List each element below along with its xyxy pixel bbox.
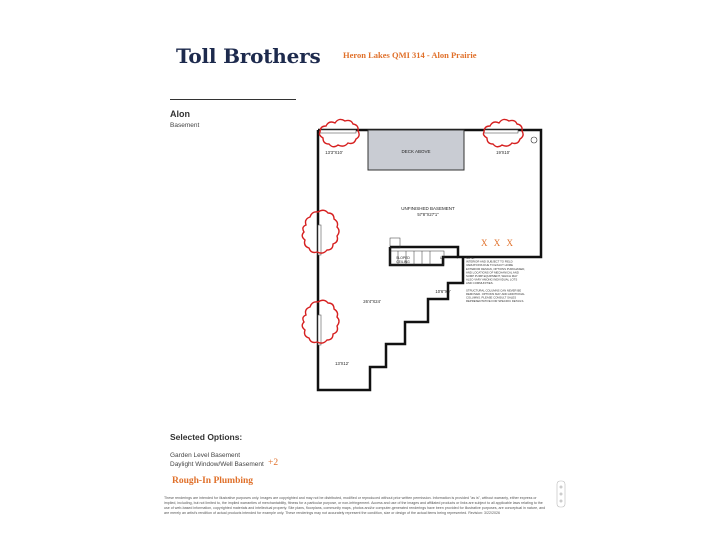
plan-note-line: REPRESENTATIVE FOR SPECIFIC DETAILS. bbox=[466, 299, 525, 304]
rough-in-plumbing-annotation: Rough-In Plumbing bbox=[172, 476, 254, 486]
plan-note-line: VARIATIONS DUE TO EXACT HOME bbox=[466, 263, 513, 268]
floor-plan bbox=[298, 110, 558, 400]
plan-note-line: ALSO VARY AMONG INDIVIDUAL LOTS bbox=[466, 277, 518, 282]
middle-room-dim: 10'6"X9' bbox=[435, 289, 451, 294]
options-list bbox=[170, 451, 264, 469]
plan-note-line: EXTERIOR DESIGN, OPTIONS PURCHASED, bbox=[466, 266, 526, 271]
unfinished-basement-label: UNFINISHED BASEMENT bbox=[401, 206, 455, 211]
disclaimer: These renderings are intended for illustrative purposes only. Images are copyrighted and may not be distributed, modified or reproduced without prior written permission. Information is provided "as is", without warranty, either express or implied, including, but not limited to, the implied warranties of merchantability, fitness for a particular purpose, or non-infringement. Access and use of the images and affiliated products or links are subject to all applicable laws relating to the use of web-based information, copyrighted materials and intellectual property. Site plans, floorplans, community maps, photos and/or computer-generated renderings have been provided for illustrative purposes, are conceptual in nature, and are merely an artist's rendition of actual products intended for example only. These renderings may not accurately represent the condition, size or design of the actual items being represented. Revision: 3/22/2026 bbox=[164, 496, 546, 516]
sloped-ceiling-label-2: CEILING bbox=[396, 260, 410, 264]
plan-note-line: NOTE: bbox=[466, 256, 475, 260]
plan-note-line: COLUMNS. PLEASE CONSULT SALES bbox=[466, 295, 517, 300]
brand-logo: Toll Brothers bbox=[176, 44, 321, 68]
level-name: Basement bbox=[170, 122, 200, 129]
plan-note-line: INTERIOR AND SUBJECT TO FIELD bbox=[466, 259, 513, 264]
left-room-dim: 26'4"X24' bbox=[363, 299, 381, 304]
model-name: Alon bbox=[170, 109, 190, 119]
sloped-ceiling-label: SLOPED bbox=[396, 256, 410, 260]
plan-notes bbox=[466, 256, 525, 303]
plan-note-line: AND LOCATIONS OF MECHANICAL AND bbox=[466, 270, 519, 275]
room-right-top-dim: 19'X10' bbox=[496, 150, 510, 155]
stair-up-label: UP bbox=[440, 256, 445, 260]
plumbing-marks: X X X bbox=[481, 238, 515, 248]
deck-above-label: DECK ABOVE bbox=[401, 149, 431, 154]
options-extra-count: +2 bbox=[268, 458, 279, 468]
plan-note-line: AND COMMUNITIES. bbox=[466, 281, 494, 286]
option-item: Garden Level Basement bbox=[170, 452, 241, 459]
title-divider bbox=[170, 99, 296, 100]
plan-note-line: REMOVED. OPTIONS MAY ADD ADDITIONAL bbox=[466, 292, 525, 296]
plan-note-line: SUMP PUMP EQUIPMENT, WHICH MAY bbox=[466, 274, 518, 278]
bottom-room-dim: 13'X12' bbox=[335, 361, 349, 366]
room-left-top-dim: 13'3"X10' bbox=[325, 150, 343, 155]
community-title: Heron Lakes QMI 314 - Alon Prairie bbox=[343, 50, 477, 60]
options-heading: Selected Options: bbox=[170, 432, 243, 442]
page-marker-icon bbox=[556, 480, 566, 508]
plan-note-line: STRUCTURAL COLUMNS CAN NEVER BE bbox=[466, 288, 522, 293]
unfinished-basement-dim: 57'8"X27'1" bbox=[417, 212, 439, 217]
option-item: Daylight Window/Well Basement bbox=[170, 461, 264, 468]
